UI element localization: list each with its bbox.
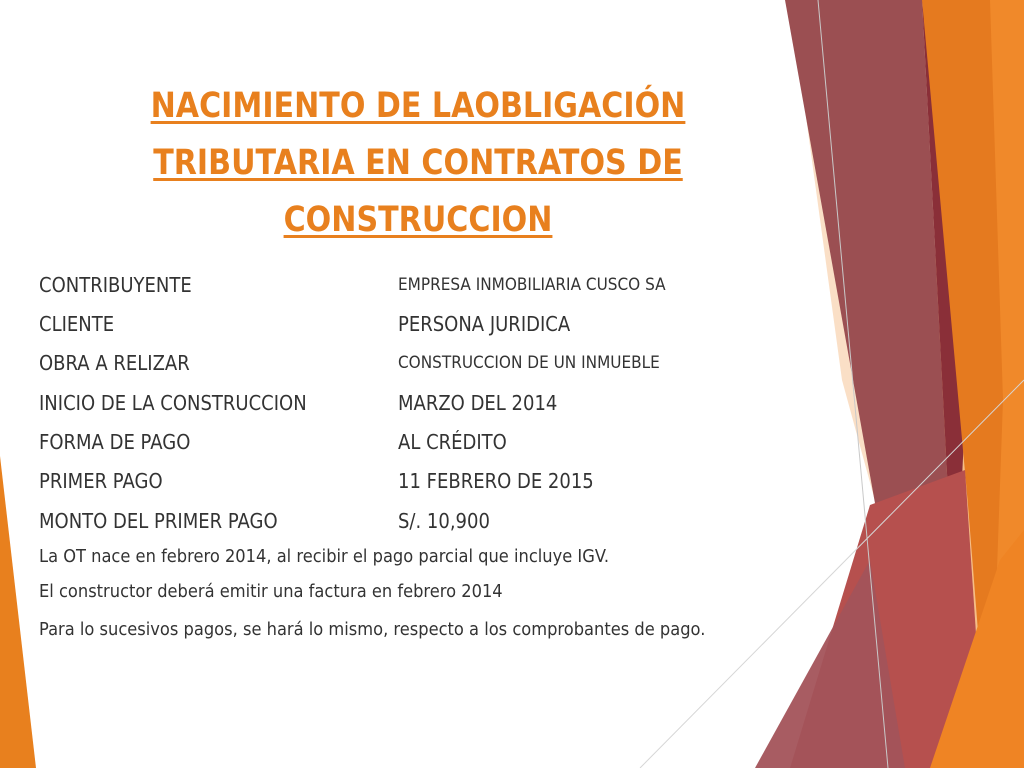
note-factura: El constructor deberá emitir una factura en febrero 2014 xyxy=(39,582,503,602)
row-label: CONTRIBUYENTE xyxy=(39,273,192,297)
row-label: MONTO DEL PRIMER PAGO xyxy=(39,509,278,533)
row-value: 11 FEBRERO DE 2015 xyxy=(398,469,594,493)
row-label: OBRA A RELIZAR xyxy=(39,351,190,375)
row-value: S/. 10,900 xyxy=(398,509,490,533)
slide-title: NACIMIENTO DE LAOBLIGACIÓN TRIBUTARIA EN CONTRATOS DE CONSTRUCCION xyxy=(150,86,686,240)
note-sucesivos: Para lo sucesivos pagos, se hará lo mismo, respecto a los comprobantes de pago. xyxy=(39,620,706,640)
row-value: EMPRESA INMOBILIARIA CUSCO SA xyxy=(398,275,666,295)
row-value: CONSTRUCCION DE UN INMUEBLE xyxy=(398,353,660,373)
row-value: AL CRÉDITO xyxy=(398,430,507,454)
row-label: FORMA DE PAGO xyxy=(39,430,191,454)
note-ot: La OT nace en febrero 2014, al recibir el pago parcial que incluye IGV. xyxy=(39,547,610,567)
mauve-band xyxy=(785,0,950,530)
row-label: CLIENTE xyxy=(39,312,115,336)
row-label: INICIO DE LA CONSTRUCCION xyxy=(39,391,307,415)
row-label: PRIMER PAGO xyxy=(39,469,163,493)
row-value: MARZO DEL 2014 xyxy=(398,391,558,415)
row-value: PERSONA JURIDICA xyxy=(398,312,571,336)
left-orange-sliver xyxy=(0,456,36,768)
